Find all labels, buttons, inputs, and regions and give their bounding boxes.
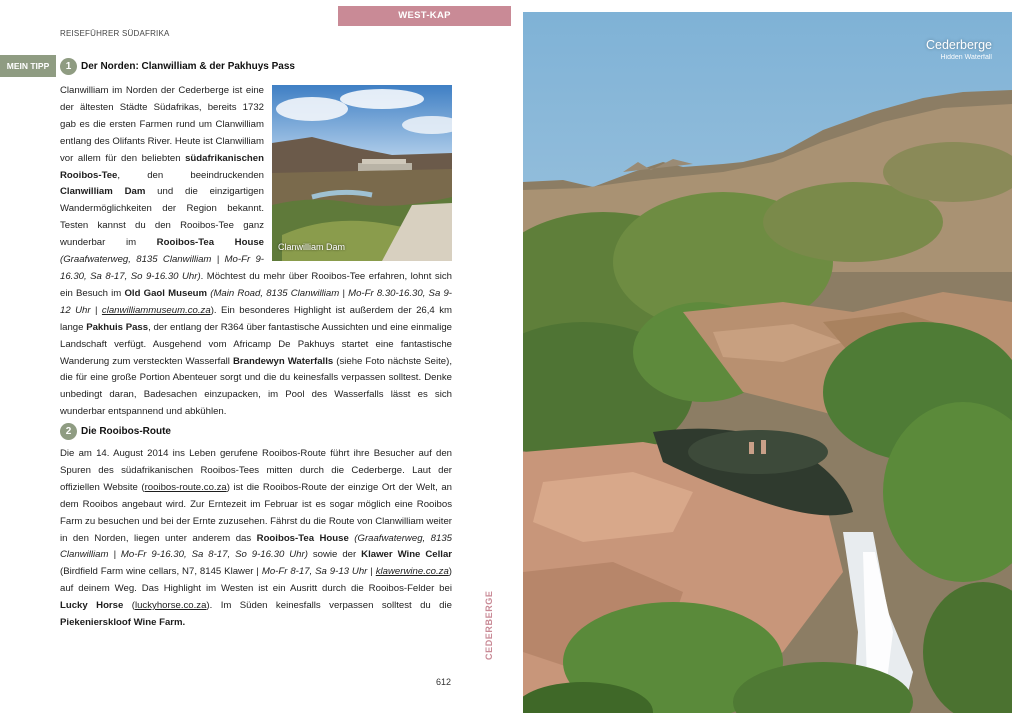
text-run: Clanwilliam Dam [60,186,146,198]
text-run: Rooibos-Tea House [156,237,264,249]
text-run: klawerwine.co.za [375,566,449,578]
inset-photo [272,85,452,261]
section-title: Die Rooibos-Route [81,426,171,437]
section-body-2 [60,446,452,632]
section-body-1 [60,83,452,421]
text-run: Rooibos-Tea House [256,532,349,544]
text-run: (Graafwaterweg, 8135 Clanwilliam | Mo-Fr 9-16.30, Sa 8-17, So 9-16.30 Uhr) [60,254,264,282]
text-run: Piekenierskloof Wine Farm. [60,617,186,629]
guide-label: REISEFÜHRER SÜDAFRIKA [60,29,170,38]
photo-title: Cederberge [925,38,992,52]
section-number-badge: 1 [60,58,77,75]
section-number-badge: 2 [60,423,77,440]
tip-badge: MEIN TIPP [0,55,56,77]
text-run: (Main Road, 8135 Clanwilliam | Mo-Fr 8.30-16.30, Sa 9-12 Uhr [60,287,452,316]
section-tab: WEST-KAP [338,6,511,26]
side-label: CEDERBERGE [484,590,494,660]
section-heading-1 [60,58,295,75]
main-photo [523,12,1012,713]
text-run: Mo-Fr 8-17, Sa 9-13 Uhr [261,566,368,578]
inset-caption: Clanwilliam Dam [278,242,346,253]
page-number: 612 [436,677,452,687]
text-run: luckyhorse.co.za [134,600,207,612]
text-run: Brandewyn Waterfalls [232,355,334,367]
text-run: clanwilliammuseum.co.za [101,304,211,316]
text-run: Klawer Wine Cellar [361,549,453,561]
section-heading-2 [60,423,171,440]
section-text: Die am 14. August 2014 ins Leben gerufene Rooibos-Route führt ihre Besucher auf den Spuren des südafrikanischen Rooibos-Tees mitten durch die Cederberge. Laut der offiziellen Website (rooibos-route.co.za) ist die Rooibos-Route der einzige Ort der Welt, an dem Rooibos angebaut wird. Zur Erntezeit im Februar ist es sogar möglich eine Rooibos Farm zu besuchen und bei der Ernte zuzusehen. Fährst du die Route von Clanwilliam weiter in den Norden, liegen unter anderem das Rooibos-Tea House (Graafwaterweg, 8135 Clanwilliam | Mo-Fr 9-16.30, Sa 8-17, So 9-16.30 Uhr) sowie der Klawer Wine Cellar (Birdfield Farm wine cellars, N7, 8145 Klawer | Mo-Fr 8-17, Sa 9-13 Uhr | klawerwine.co.za) auf deinem Weg. Das Highlight im Westen ist ein Ausritt durch die Rooibos-Felder bei Lucky Horse (luckyhorse.co.za). Im Süden keinesfalls verpassen solltest du die Piekenierskloof Wine Farm. [60,448,453,629]
section-text: Clanwilliam im Norden der Cederberge ist eine der ältesten Städte Südafrikas, bereits 1732 gab es die ersten Farmen rund um Clanwilliam entlang des Olifants River. Heute ist Clanwilliam vor allem für den beliebten südafrikanischen Rooibos-Tee, den beeindruckenden Clanwilliam Dam und die einzigartigen Wandermöglichkeiten der Region bekannt. Testen kannst du den Rooibos-Tee ganz wunderbar im Rooibos-Tea House (Graafwaterweg, 8135 Clanwilliam | Mo-Fr 9-16.30, Sa 8-17, So 9-16.30 Uhr). Möchtest du mehr über Rooibos-Tee erfahren, lohnt sich ein Besuch im Old Gaol Museum (Main Road, 8135 Clanwilliam | Mo-Fr 8.30-16.30, Sa 9-12 Uhr | clanwilliammuseum.co.za). Ein besonderes Highlight ist außerdem der 26,4 km lange Pakhuis Pass, der entlang der R364 über fantastische Aussichten und eine einmalige Landschaft verfügt. Ausgehend vom Africamp De Pakhuys startet eine fantastische Wanderung zum versteckten Wasserfall Brandewyn Waterfalls (siehe Foto nächste Seite), die für eine große Portion Abenteuer sorgt und die du keinesfalls verpassen solltest. Denke unbedingt daran, Badesachen einzupacken, im Pool des Wasserfalls lässt es sich wunderbar entspannend und abkühlen. [60,85,452,418]
text-run: rooibos-route.co.za [144,481,227,493]
photo-subtitle: Hidden Waterfall [940,54,992,61]
text-run: Old Gaol Museum [124,287,208,299]
text-run: Lucky Horse [60,600,124,612]
section-title: Der Norden: Clanwilliam & der Pakhuys Pass [81,61,295,72]
text-run: südafrikanischen Rooibos-Tee [60,152,264,181]
text-run: (Graafwaterweg, 8135 Clanwilliam | Mo-Fr 9-16.30, Sa 8-17, So 9-16.30 Uhr) [60,532,452,561]
text-run: Pakhuis Pass [86,321,149,333]
